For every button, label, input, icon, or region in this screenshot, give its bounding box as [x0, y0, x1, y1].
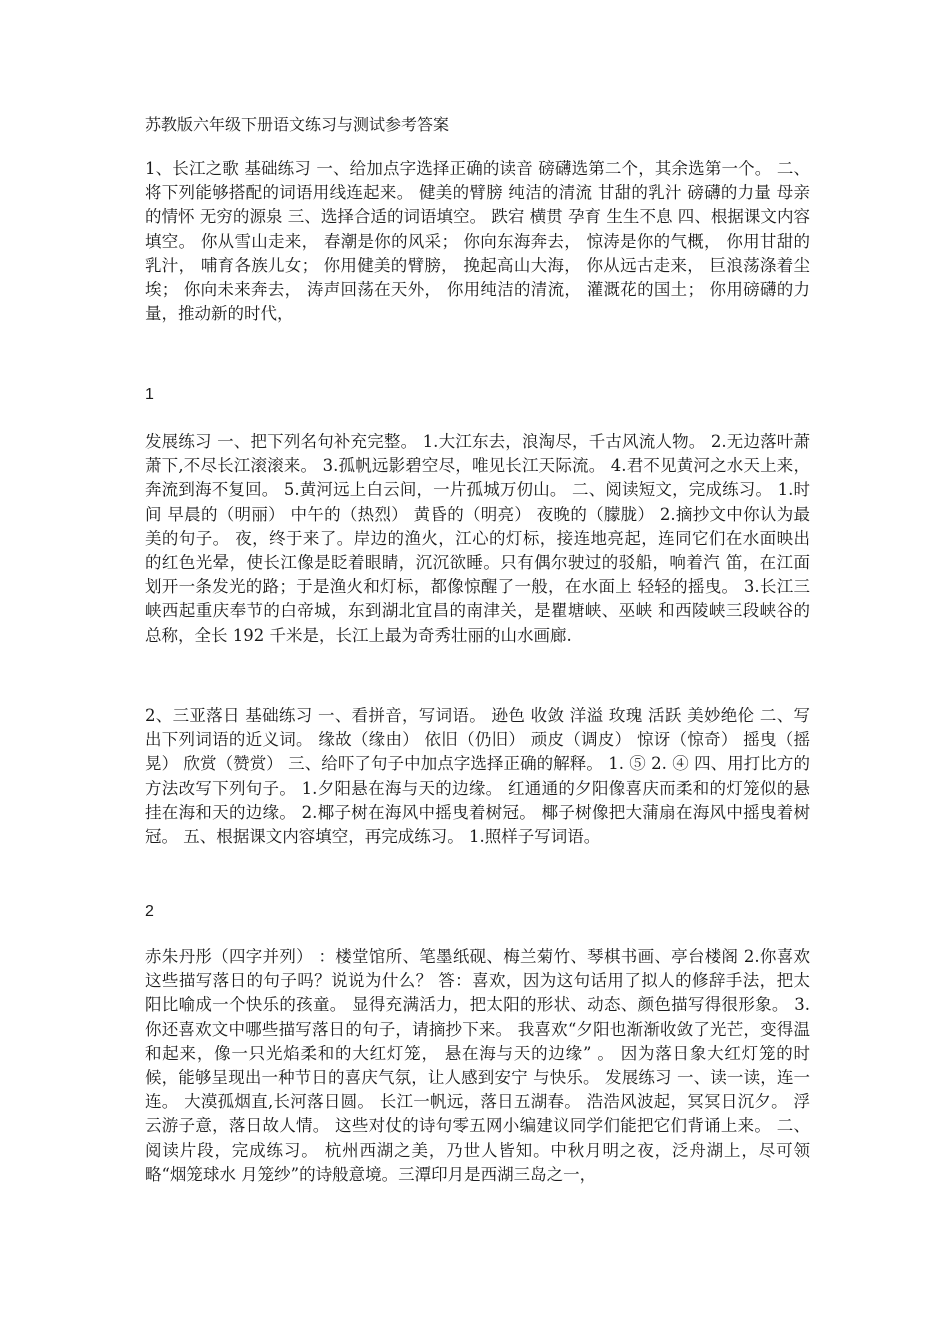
page-number: 2 [145, 903, 154, 920]
page-number: 1 [145, 386, 154, 403]
document-title: 苏教版六年级下册语文练习与测试参考答案 [145, 115, 450, 134]
paragraph-lesson-2-basic: 2、三亚落日 基础练习 一、看拼音，写词语。 逊色 收敛 洋溢 玫瑰 活跃 美妙绝伦 二、写出下列词语的近义词。 缘故（缘由） 依旧（仍旧） 顽皮（调皮） 惊讶（惊奇） 摇曳（摇晃） 欣赏（赞赏） 三、给吓了句子中加点字选择正确的解释。 1. ⑤ 2. ④ 四、用打比方的方法改写下列句子。 1.夕阳悬在海与天的边缘。 红通通的夕阳像喜庆而柔和的灯笼似的悬挂在海和天的边缘。 2.椰子树在海风中摇曳着树冠。 椰子树像把大蒲扇在海风中摇曳着树冠。 五、根据课文内容填空，再完成练习。 1.照样子写词语。 [145, 706, 810, 847]
paragraph-lesson-1-basic: 1、长江之歌 基础练习 一、给加点字选择正确的读音 磅礴选第二个，其余选第一个。 二、将下列能够搭配的词语用线连起来。 健美的臂膀 纯洁的清流 甘甜的乳汁 磅礴的力量 母亲的情怀 无穷的源泉 三、选择合适的词语填空。 跌宕 横贯 孕育 生生不息 四、根据课文内容填空。 你从雪山走来， 春潮是你的风采； 你向东海奔去， 惊涛是你的气概， 你用甘甜的乳汁， 哺育各族儿女； 你用健美的臂膀， 挽起高山大海， 你从远古走来， 巨浪荡涤着尘埃； 你向未来奔去， 涛声回荡在天外， 你用纯洁的清流， 灌溉花的国土； 你用磅礴的力量，推动新的时代， [145, 159, 810, 324]
paragraph-lesson-1-development: 发展练习 一、把下列名句补充完整。 1.大江东去，浪淘尽，千古风流人物。 2.无边落叶萧萧下,不尽长江滚滚来。 3.孤帆远影碧空尽，唯见长江天际流。 4.君不见黄河之水天上来，奔流到海不复回。 5.黄河远上白云间，一片孤城万仞山。 二、阅读短文，完成练习。 1.时间 早晨的（明丽） 中午的（热烈） 黄昏的（明亮） 夜晚的（朦胧） 2.摘抄文中你认为最美的句子。 夜，终于来了。岸边的渔火，江心的灯标，接连地亮起，连同它们在水面映出 的红色光晕，使长江像是眨着眼睛，沉沉欲睡。只有偶尔驶过的驳船，响着汽 笛，在江面划开一条发光的路；于是渔火和灯标，都像惊醒了一般，在水面上 轻轻的摇曳。 3.长江三峡西起重庆奉节的白帝城，东到湖北宜昌的南津关，是瞿塘峡、巫峡 和西陵峡三段峡谷的总称，全长 192 千米是，长江上最为奇秀壮丽的山水画廊. [145, 432, 810, 645]
paragraph-lesson-2-continued: 赤朱丹彤（四字并列） ：楼堂馆所、笔墨纸砚、梅兰菊竹、琴棋书画、亭台楼阁 2.你喜欢这些描写落日的句子吗？说说为什么？ 答：喜欢，因为这句话用了拟人的修辞手法，把太阳比喻成一个快乐的孩童。 显得充满活力，把太阳的形状、动态、颜色描写得很形象。 3.你还喜欢文中哪些描写落日的句子，请摘抄下来。 我喜欢“夕阳也渐渐收敛了光芒，变得温和起来，像一只光焰柔和的大红灯笼， 悬在海与天的边缘” 。 因为落日象大红灯笼的时候，能够呈现出一种节日的喜庆气氛，让人感到安宁 与快乐。 发展练习 一、读一读，连一连。 大漠孤烟直,长河落日圆。 长江一帆远，落日五湖春。 浩浩风波起，冥冥日沉夕。 浮云游子意，落日故人情。 这些对仗的诗句零五网小编建议同学们能把它们背诵上来。 二、阅读片段，完成练习。 杭州西湖之美，乃世人皆知。中秋月明之夜，泛舟湖上，尽可领略“烟笼球水 月笼纱”的诗般意境。三潭印月是西湖三岛之一， [145, 947, 810, 1184]
